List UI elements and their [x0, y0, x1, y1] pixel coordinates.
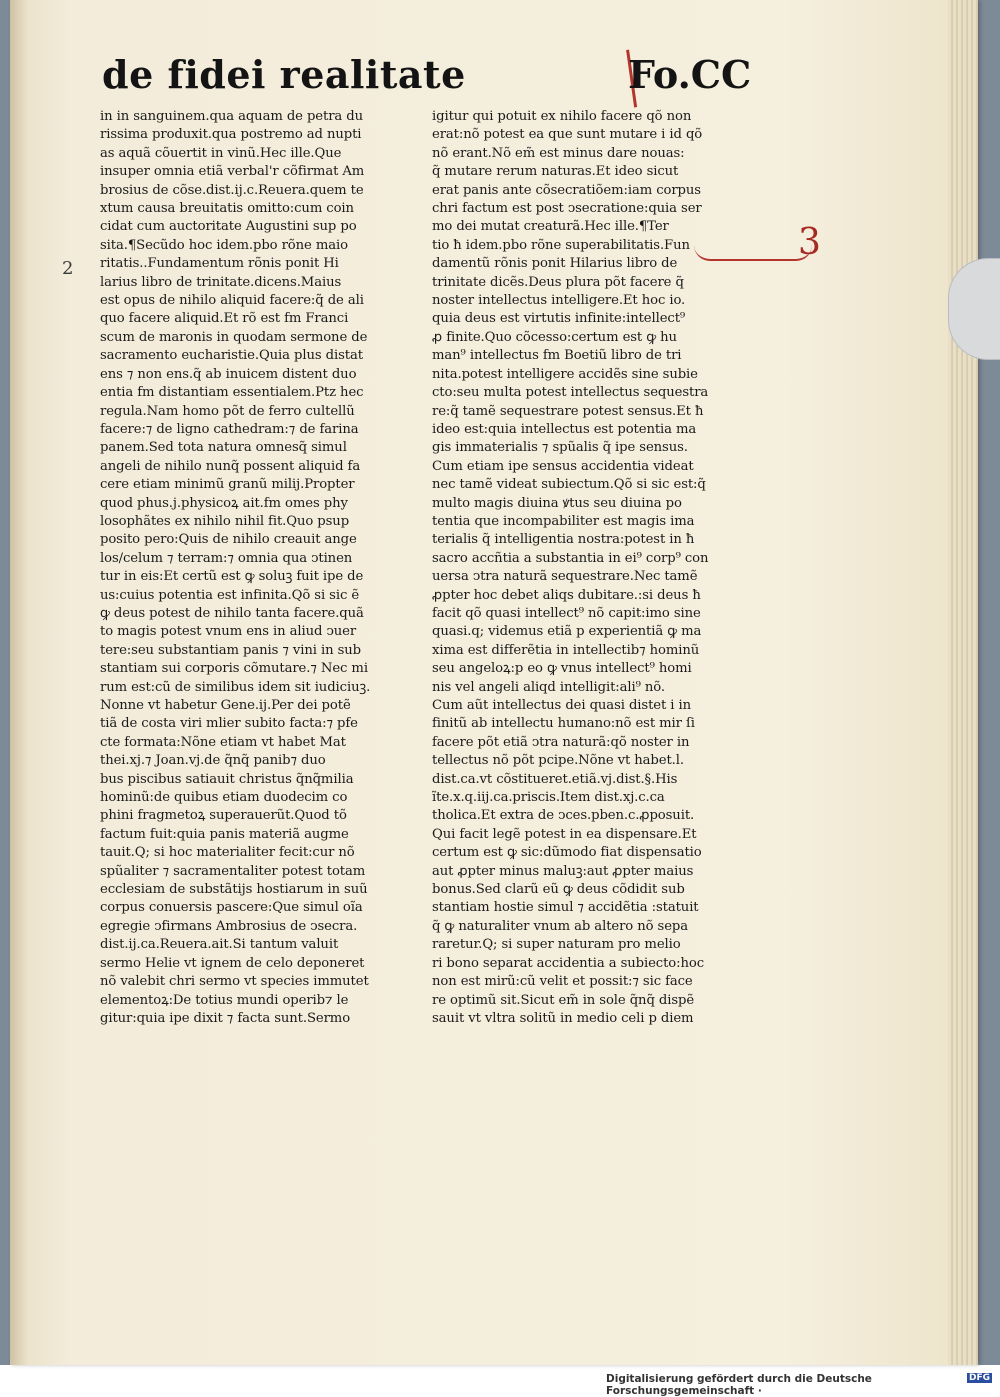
marginal-mark-left: 2 — [62, 258, 74, 279]
text-line: insuper omnia etiã verbal'r cõfirmat Am — [100, 164, 365, 180]
text-line: xima est differẽtia in intellectib⁊ hominũ — [432, 642, 700, 658]
text-line: losophãtes ex nihilo nihil fit.Quo psup — [100, 513, 350, 529]
text-line: noster intellectus intelligere.Et hoc io. — [432, 293, 686, 309]
text-line: mo dei mutat creaturã.Hec ille.¶Ter — [432, 219, 669, 235]
text-line: hominũ:de quibus etiam duodecim co — [100, 790, 348, 806]
text-line: sauit vt vltra solitũ in medio celi p diem — [432, 1010, 694, 1026]
text-line: in in sanguinem.qua aquam de petra du — [100, 109, 363, 124]
text-line: facit qõ quasi intellect⁹ nõ capit:imo sine — [432, 605, 701, 621]
text-line: Nonne vt habetur Gene.ij.Per dei potẽ — [100, 698, 351, 713]
text-line: dist.ca.vt cõstitueret.etiã.vj.dist.§.His — [432, 771, 678, 787]
bookmark-tab — [948, 258, 1000, 360]
text-line: ꝓ finite.Quo cõcesso:certum est ꝙ hu — [432, 329, 677, 345]
text-line: igitur qui potuit ex nihilo facere qõ non — [432, 109, 692, 124]
text-line: brosius de cõse.dist.ij.c.Reuera.quem te — [100, 182, 364, 198]
text-line: ens ⁊ non ens.q̃ ab inuicem distent duo — [100, 366, 357, 382]
text-line: cte formata:Nõne etiam vt habet Mat — [100, 734, 346, 750]
running-head: de fidei realitate — [102, 52, 466, 97]
text-line: egregie ↄfirmans Ambrosius de ↄsecra. — [100, 918, 358, 934]
text-line: quasi.q; videmus etiã p experientiã ꝙ ma — [432, 624, 702, 640]
dfg-logo: DFG — [969, 1373, 991, 1383]
text-line: regula.Nam homo põt de ferro cultellũ — [100, 403, 355, 419]
text-line: stantiam sui corporis cõmutare.⁊ Nec mi — [100, 661, 368, 677]
text-line: posito pero:Quis de nihilo creauit ange — [100, 532, 357, 548]
text-line: ꝙ deus potest de nihilo tanta facere.quã — [100, 605, 364, 621]
text-line: ĩte.x.q.iij.ca.priscis.Item dist.xj.c.ca — [432, 790, 665, 806]
text-line: nita.potest intelligere accidẽs sine subie — [432, 366, 698, 382]
text-line: seu angeloꝝ:p eo ꝙ vnus intellect⁹ homi — [432, 661, 692, 677]
text-line: dist.ij.ca.Reuera.ait.Si tantum valuit — [100, 937, 339, 953]
text-line: facere põt etiã ↄtra naturã:qõ noster in — [432, 734, 690, 750]
text-line: tere:seu substantiam panis ⁊ vini in sub — [100, 642, 362, 658]
text-column-right — [432, 108, 768, 1028]
text-line: sacramento eucharistie.Quia plus distat — [100, 348, 363, 364]
text-line: Cum etiam ipe sensus accidentia videat — [432, 458, 694, 474]
text-line: Qui facit legẽ potest in ea dispensare.Et — [432, 826, 697, 842]
text-line: stantiam hostie simul ⁊ accidẽtia :statuit — [432, 900, 699, 916]
text-line: tholica.Et extra de ↄces.pben.c.ꝓposuit. — [432, 808, 695, 824]
text-line: multo magis diuina ꝟtus seu diuina po — [432, 495, 682, 511]
text-line: elementoꝝ:De totius mundi operib⁊ le — [100, 992, 349, 1008]
text-line: ꝓpter hoc debet aliqs dubitare.:si deus ħ — [432, 587, 701, 603]
text-line: gitur:quia ipe dixit ⁊ facta sunt.Sermo — [100, 1010, 351, 1026]
text-line: ecclesiam de substãtijs hostiarum in suũ — [100, 882, 368, 898]
text-line: tellectus nõ põt pcipe.Nõne vt habet.l. — [432, 753, 684, 769]
text-line: man⁹ intellectus fm Boetiũ libro de tri — [432, 348, 682, 364]
text-line: nõ erant.Nõ em̃ est minus dare nouas: — [432, 145, 685, 161]
text-line: bonus.Sed clarũ eũ ꝙ deus cõdidit sub — [432, 882, 685, 898]
text-line: non est mirũ:cũ velit et possit:⁊ sic face — [432, 974, 693, 990]
text-line: larius libro de trinitate.dicens.Maius — [100, 274, 342, 290]
text-line: corpus conuersis pascere:Que simul oĩa — [100, 900, 363, 916]
text-line: finitũ ab intellectu humano:nõ est mir ſi — [432, 716, 695, 732]
text-line: raretur.Q; si super naturam pro melio — [432, 937, 681, 953]
text-line: los/celum ⁊ terram:⁊ omnia qua ↄtinen — [100, 550, 353, 566]
text-line: thei.xj.⁊ Joan.vj.de q̃nq̃ panib⁊ duo — [100, 753, 326, 769]
text-line: scum de maronis in quodam sermone de — [100, 329, 368, 345]
text-line: damentũ rõnis ponit Hilarius libro de — [432, 256, 678, 272]
text-line: aut ꝓpter minus maluꝫ:aut ꝓpter maius — [432, 863, 694, 879]
text-line: panem.Sed tota natura omnesq̃ simul — [100, 440, 347, 456]
text-line: re optimũ sit.Sicut em̃ in sole q̃nq̃ dispẽ — [432, 992, 695, 1008]
text-line: us:cuius potentia est infinita.Qõ si sic ẽ — [100, 587, 360, 603]
text-line: as aquã cõuertit in vinũ.Hec ille.Que — [100, 145, 342, 161]
text-line: to magis potest vnum ens in aliud ↄuer — [100, 624, 357, 640]
text-line: quod phus.j.physicoꝝ ait.fm omes phy — [100, 495, 348, 511]
text-line: rum est:cũ de similibus idem sit iudiciuꝫ. — [100, 679, 371, 695]
text-line: gis immaterialis ⁊ spũalis q̃ ipe sensus. — [432, 440, 688, 456]
text-line: xtum causa breuitatis omitto:cum coin — [100, 201, 354, 217]
text-line: est opus de nihilo aliquid facere:q̃ de ali — [100, 293, 364, 309]
text-line: tiã de costa viri mlier subito facta:⁊ pfe — [100, 716, 358, 732]
folio-number: Fo.CC — [628, 52, 752, 97]
text-line: certum est ꝙ sic:dũmodo fiat dispensatio — [432, 845, 702, 861]
text-line: chri factum est post ↄsecratione:quia ser — [432, 201, 702, 217]
text-line: trinitate dicẽs.Deus plura põt facere q̃ — [432, 274, 684, 290]
text-line: facere:⁊ de ligno cathedram:⁊ de farina — [100, 421, 359, 437]
text-line: ritatis..Fundamentum rõnis ponit Hi — [100, 256, 339, 272]
digitization-credit: Digitalisierung gefördert durch die Deutsche Forschungsgemeinschaft · — [606, 1373, 872, 1397]
text-line: cto:seu multa potest intellectus sequestra — [432, 385, 709, 401]
text-line: uersa ↄtra naturã sequestrare.Nec tamẽ — [432, 569, 698, 585]
text-line: ideo est:quia intellectus est potentia ma — [432, 421, 697, 437]
text-line: factum fuit:quia panis materiã augme — [100, 826, 349, 842]
text-column-left — [100, 108, 430, 1028]
text-line: rissima produxit.qua postremo ad nupti — [100, 127, 362, 143]
text-line: tio ħ idem.pbo rõne superabilitatis.Fun — [432, 237, 690, 253]
text-line: tentia que incompabiliter est magis ima — [432, 513, 695, 529]
text-line: re:q̃ tamẽ sequestrare potest sensus.Et ħ — [432, 403, 704, 419]
text-line: entia fm distantiam essentialem.Ptz hec — [100, 385, 364, 401]
text-line: angeli de nihilo nunq̃ possent aliquid fa — [100, 458, 361, 474]
text-line: sacro accñtia a substantia in ei⁹ corp⁹ con — [432, 550, 709, 566]
text-line: erat:nõ potest ea que sunt mutare i id qõ — [432, 127, 703, 143]
text-line: sita.¶Secũdo hoc idem.pbo rõne maio — [100, 237, 348, 253]
text-line: erat panis ante cõsecratiõem:iam corpus — [432, 182, 701, 198]
text-line: bus piscibus satiauit christus q̃nq̃milia — [100, 771, 354, 787]
text-line: phini fragmetoꝝ superauerũt.Quod tõ — [100, 808, 347, 824]
text-line: terialis q̃ intelligentia nostra:potest in ħ — [432, 532, 695, 548]
text-line: nõ valebit chri sermo vt species immutet — [100, 974, 369, 990]
text-line: cere etiam minimũ granũ milij.Propter — [100, 477, 355, 493]
marginal-mark-right: 3 — [798, 222, 821, 263]
text-line: Cum aũt intellectus dei quasi distet i in — [432, 698, 691, 713]
text-line: nec tamẽ videat subiectum.Qõ si sic est:q̃ — [432, 477, 706, 493]
text-line: spũaliter ⁊ sacramentaliter potest totam — [100, 863, 366, 879]
page-edges — [948, 0, 978, 1365]
text-line: cidat cum auctoritate Augustini sup po — [100, 219, 357, 235]
text-line: q̃ mutare rerum naturas.Et ideo sicut — [432, 164, 679, 180]
text-line: quo facere aliquid.Et rõ est fm Franci — [100, 311, 349, 327]
text-line: tur in eis:Et certũ est ꝙ soluꝫ fuit ipe de — [100, 569, 364, 585]
text-line: q̃ ꝙ naturaliter vnum ab altero nõ sepa — [432, 918, 689, 934]
text-line: sermo Helie vt ignem de celo deponeret — [100, 955, 365, 971]
text-line: tauit.Q; si hoc materialiter fecit:cur nõ — [100, 845, 355, 861]
text-line: quia deus est virtutis infinite:intellect⁹ — [432, 311, 686, 327]
text-line: ri bono separat accidentia a subiecto:hoc — [432, 955, 704, 971]
text-line: nis vel angeli aliqd intelligit:ali⁹ nõ. — [432, 679, 665, 695]
